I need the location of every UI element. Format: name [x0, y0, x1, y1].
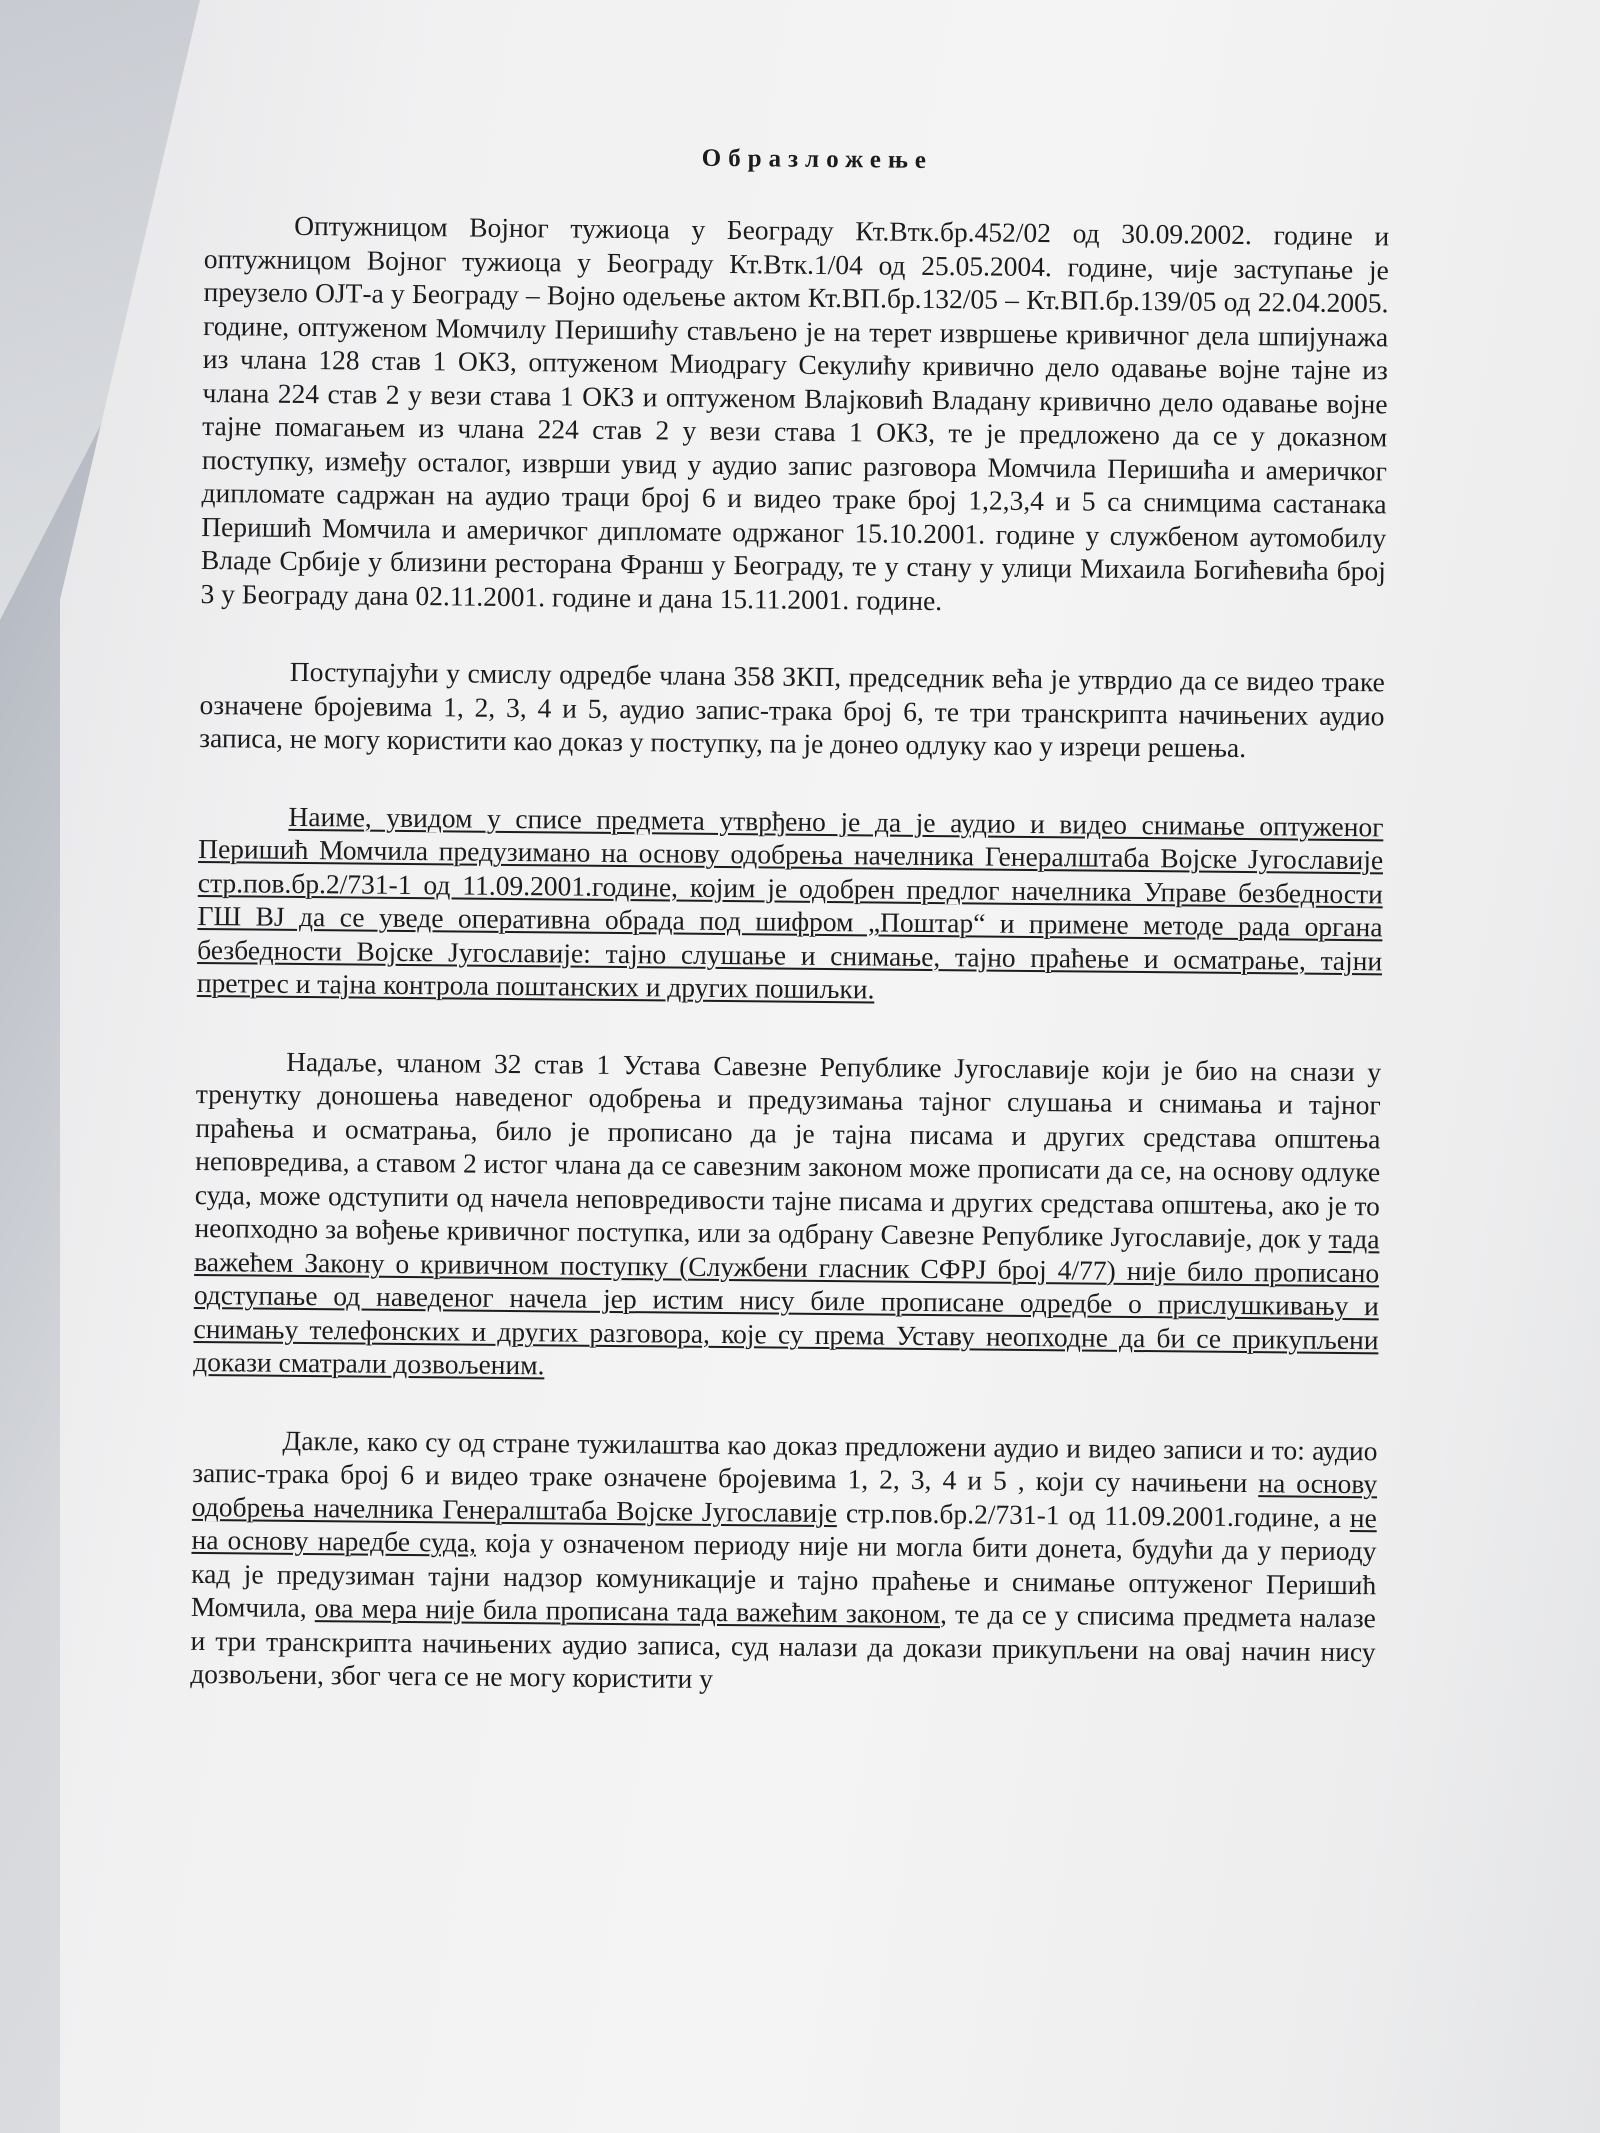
paragraph [199, 654, 1385, 766]
paragraph [197, 798, 1384, 1010]
text-run: која у означеном периоду није ни могла бити донета, будући да у периоду кад је предузиман тајни надзор комуникације и тајно праћење и снимање оптуженог Перишић Момчила, [190, 1526, 1377, 1624]
text-run: стр.пов.бр.2/731-1 од 11.09.2001.године, а [836, 1496, 1351, 1533]
text-run: Оптужницом Војног тужиоца у Београду Кт.Втк.бр.452/02 од 30.09.2002. године и оптужницом Војног тужиоца у Београду Кт.Втк.1/04 од 25.05.2004. године, чије заступање је преузело ОЈТ-а у Београду – Војно одељење актом Кт.ВП.бр.132/05 – Кт.ВП.бр.139/05 од 22.04.2005. године, оптуженом Момчилу Перишићу стављено је на терет извршење кривичног дела шпијунажа из члана 128 став 1 ОКЗ, оптуженом Миодрагу Секулићу кривично дело одавање војне тајне из члана 224 став 2 у вези става 1 ОКЗ и оптуженом Влајковић Владану кривично дело одавање војне тајне помагањем из члана 224 став 2 у вези става 1 ОКЗ, те је предложено да се у доказном поступку, између осталог, изврши увид у аудио запис разговора Момчила Перишића и америчког дипломате садржан на аудио траци број 6 и видео траке број 1,2,3,4 и 5 са снимцима састанака Перишић Момчила и америчког дипломате одржаног 15.10.2001. године у службеном аутомобилу Владе Србије у близини ресторана Франш у Београду, те у стану у улици Михаила Богићевића број 3 у Београду дана 02.11.2001. године и дана 15.11.2001. године. [200, 209, 1390, 616]
paragraph [190, 1422, 1378, 1701]
text-run: Надаље, чланом 32 став 1 Устава Савезне Републике Југославије који је био на снази у тренутку доношења наведеног одобрења и предузимања тајног слушања и снимања и тајног праћења и осматрања, било је прописано да је тајна писама и других средстава општења неповредива, а ставом 2 истог члана да се савезним законом може прописати да се, на основу одлуке суда, може одступити од начела неповредивости тајне писама и других средстава општења, ако је то неопходно за вођење кривичног поступка, или за одбрану Савезне Републике Југославије, док у [194, 1045, 1382, 1254]
document-body [190, 140, 1390, 1746]
document-heading: Образложење [701, 144, 934, 174]
underlined-text: тада важећем Закону о кривичном поступку (Службени гласник СФРЈ број 4/77) није било прописано одступање од наведеног начела јер истим нису биле прописане одредбе о прислушкивању и снимању телефонских и других разговора, које су према Уставу неопходне да би се прикупљени докази сматрали дозвољеним. [193, 1222, 1380, 1381]
underlined-text: на основу одобрења начелника Генералштаба Војске Југославије [191, 1467, 1378, 1528]
paragraph-list [190, 208, 1389, 1702]
paragraph [200, 208, 1389, 621]
underlined-text: не на основу наредбе суда, [191, 1501, 1377, 1558]
paragraph [193, 1043, 1381, 1389]
underlined-text: Наиме, увидом у списе предмета утврђено је да је аудио и видео снимање оптуженог Перишић Момчила предузимано на основу одобрења начелника Генералштаба Војске Југославије стр.пов.бр.2/731-1 од 11.09.2001.године, којим је одобрен предлог начелника Управе безбедности ГШ ВЈ да се уведе оперативна обрада под шифром „Поштар“ и примене методе рада органа безбедности Војске Југославије: тајно слушање и снимање, тајно праћење и осматрање, тајни претрес и тајна контрола поштанских и других пошиљки. [196, 800, 1384, 1005]
text-run: Дакле, како су од стране тужилаштва као доказ предложени аудио и видео записи и то: аудио запис-трака број 6 и видео траке означене бројевима 1, 2, 3, 4 и 5 , који су начињени [192, 1424, 1378, 1499]
text-run: Поступајући у смислу одредбе члана 358 ЗКП, председник већа је утврдио да се видео траке означене бројевима 1, 2, 3, 4 и 5, аудио запис-трака број 6, те три транскрипта начињених аудио записа, не могу користити као доказ у поступку, па је донео одлуку као у изреци решења. [199, 655, 1386, 764]
underlined-text: ова мера није била прописана тада важећим законом [314, 1592, 941, 1630]
text-run: , те да се у списима предмета налазе и три транскрипта начињених аудио записа, суд налази да докази прикупљени на овај начин нису дозвољени, због чега се не могу користити у [190, 1598, 1377, 1694]
